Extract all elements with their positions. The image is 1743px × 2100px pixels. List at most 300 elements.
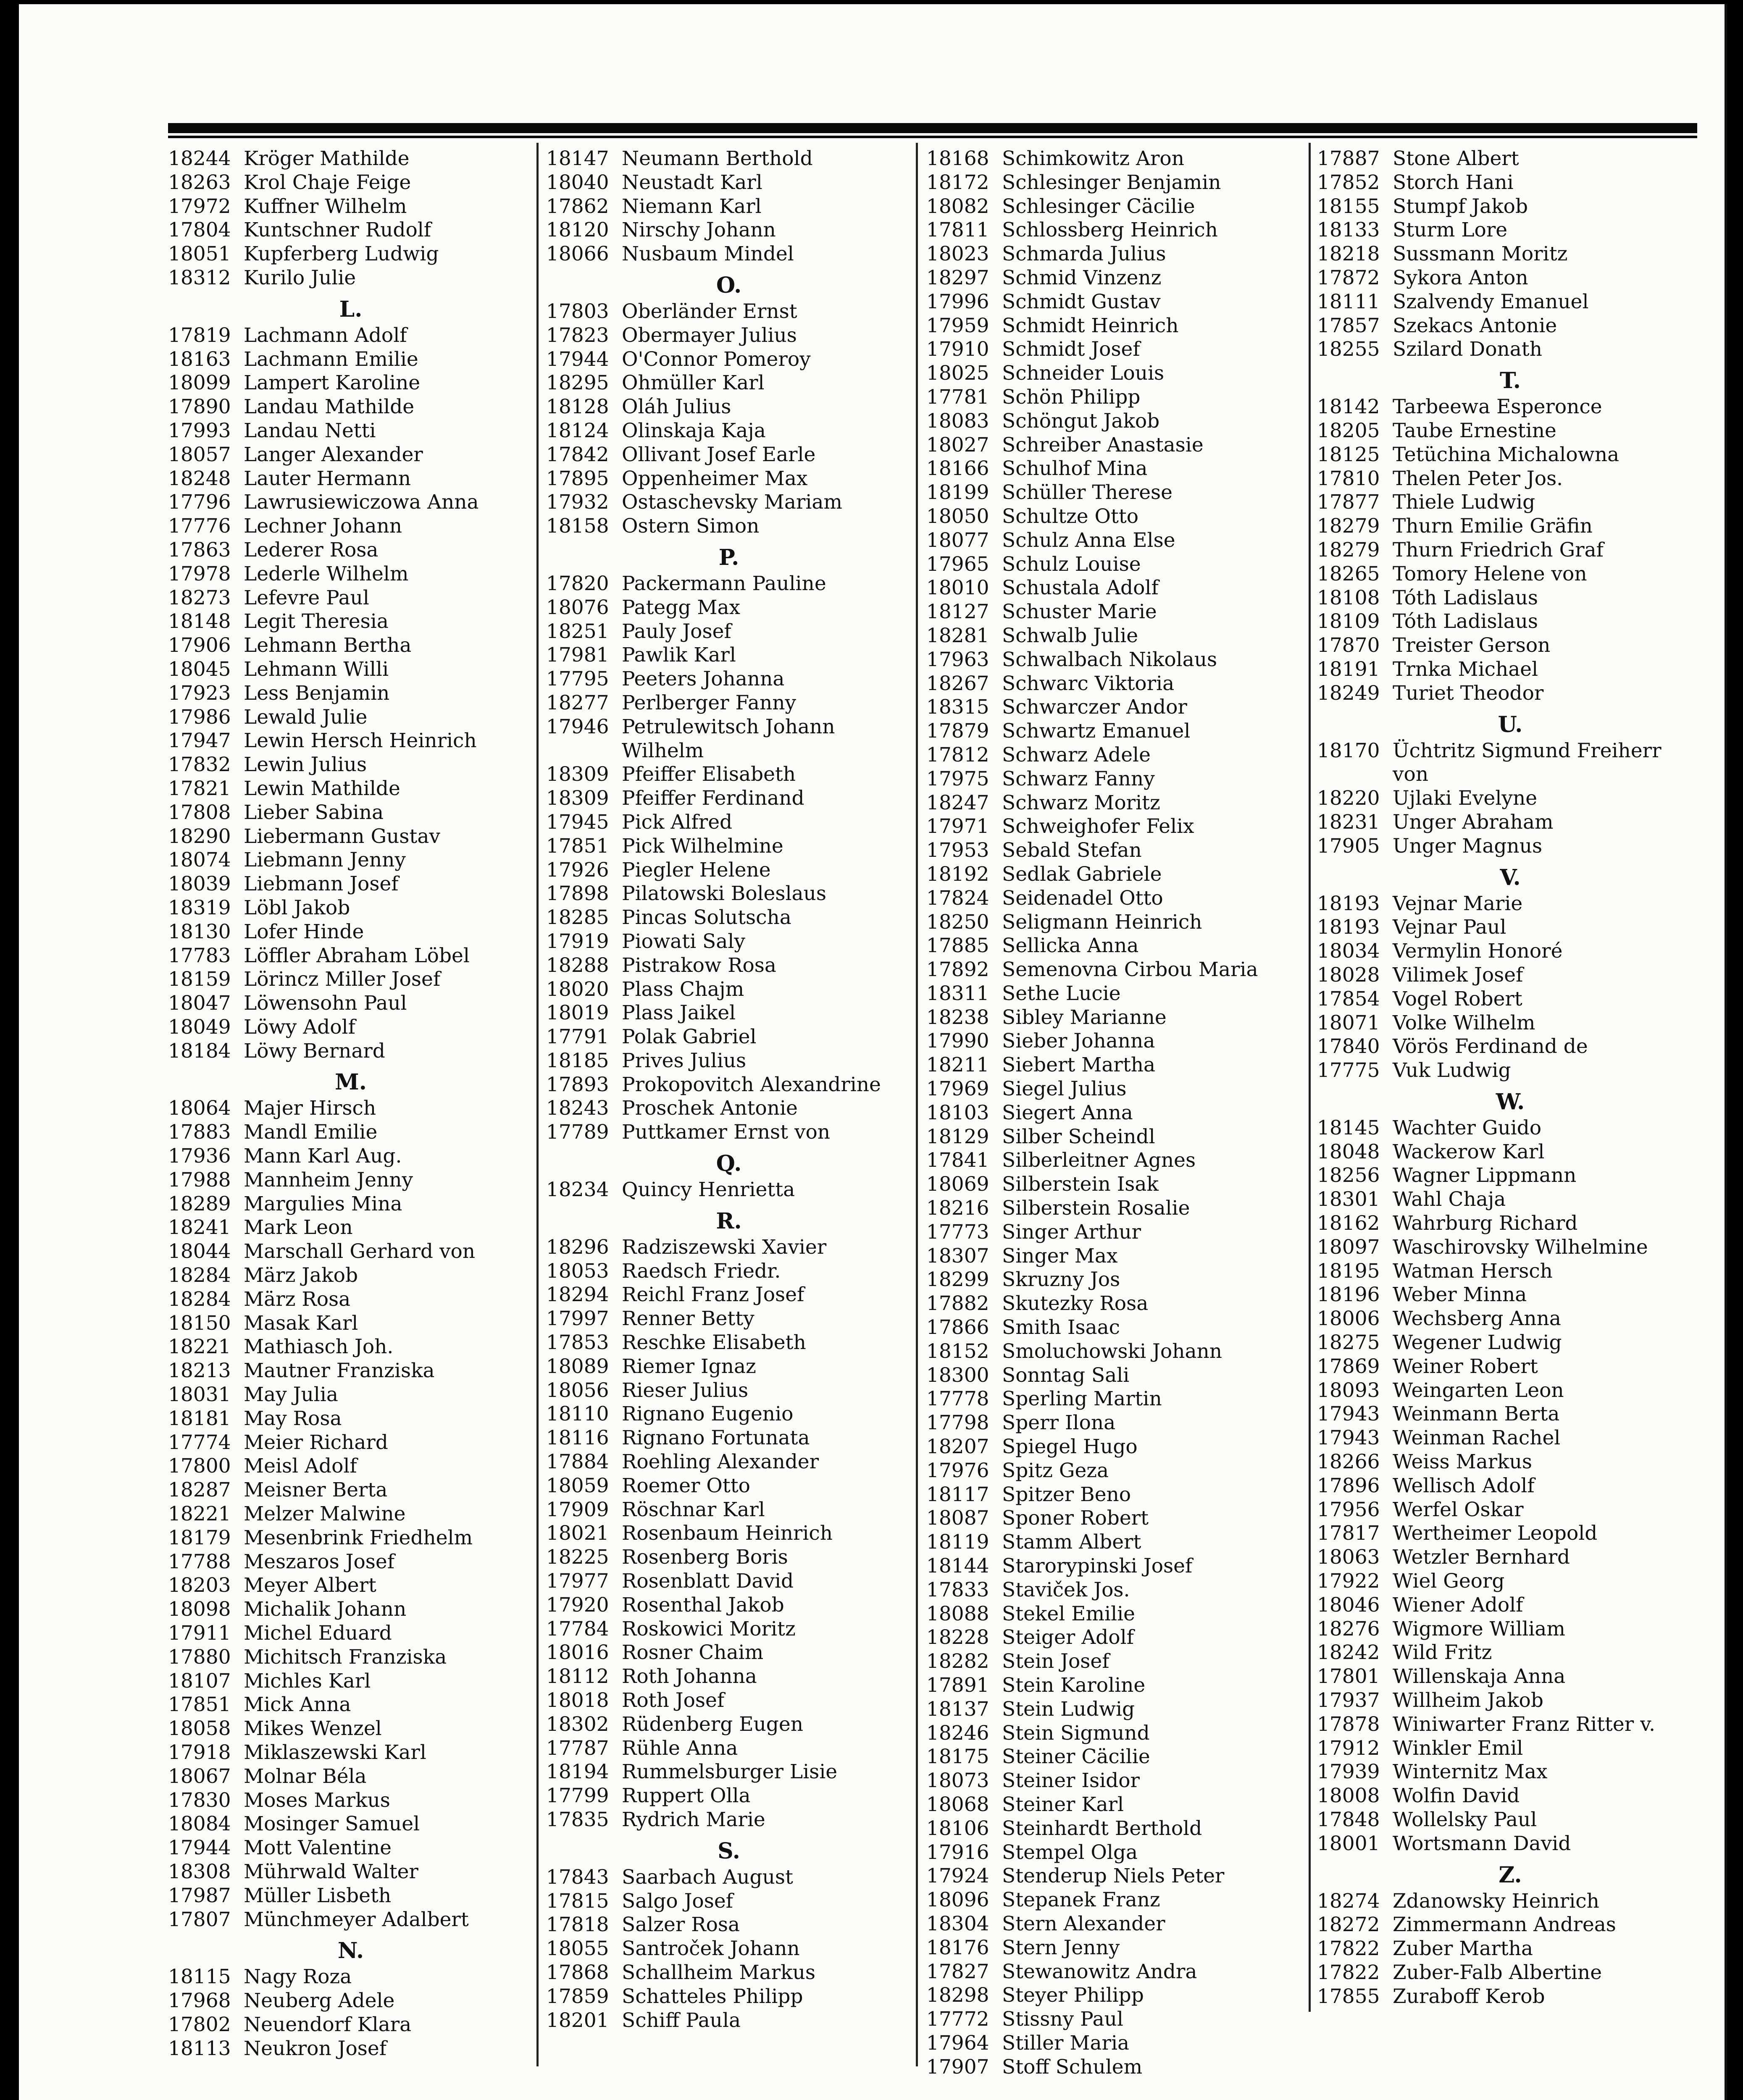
entry-name: Ujlaki Evelyne bbox=[1393, 787, 1538, 810]
column-divider-2 bbox=[916, 143, 918, 2066]
entry-number: 18040 bbox=[546, 171, 609, 194]
entry-number: 18066 bbox=[546, 242, 609, 266]
list-entry bbox=[1317, 586, 1704, 610]
entry-name: Thiele Ludwig bbox=[1393, 491, 1535, 514]
section-letter-heading: Q. bbox=[716, 1151, 742, 1177]
entry-number: 18179 bbox=[168, 1526, 231, 1549]
entry-number: 18312 bbox=[168, 266, 231, 289]
entry-name: Stenderup Niels Peter bbox=[1002, 1864, 1225, 1888]
list-entry bbox=[926, 1077, 1304, 1101]
entry-name: Mick Anna bbox=[244, 1693, 351, 1717]
entry-number: 18127 bbox=[926, 600, 989, 624]
entry-name: Rosenthal Jakob bbox=[622, 1593, 784, 1617]
entry-number: 18073 bbox=[926, 1769, 989, 1793]
entry-number: 18048 bbox=[1317, 1140, 1380, 1163]
list-entry bbox=[926, 338, 1304, 362]
entry-name: Stempel Olga bbox=[1002, 1840, 1138, 1864]
entry-number: 18295 bbox=[546, 371, 609, 395]
entry-name: Treister Gerson bbox=[1393, 634, 1551, 657]
entry-name: Oberländer Ernst bbox=[622, 299, 797, 323]
list-entry bbox=[546, 467, 912, 491]
entry-number: 18194 bbox=[546, 1760, 609, 1784]
entry-number: 18205 bbox=[1317, 419, 1380, 442]
entry-number: 18107 bbox=[168, 1669, 231, 1693]
list-entry bbox=[1317, 1283, 1704, 1307]
entry-number: 17959 bbox=[926, 314, 989, 337]
list-entry bbox=[1317, 634, 1704, 658]
list-entry bbox=[926, 1912, 1304, 1936]
entry-number: 18142 bbox=[1317, 395, 1380, 419]
entry-number: 17842 bbox=[546, 443, 609, 466]
entry-name: Stoff Schulem bbox=[1002, 2055, 1143, 2079]
list-entry bbox=[168, 1717, 534, 1741]
entry-number: 17853 bbox=[546, 1331, 609, 1354]
entry-name: Roth Josef bbox=[622, 1689, 725, 1712]
entry-name: Ohmüller Karl bbox=[622, 371, 765, 395]
column-3 bbox=[926, 147, 1304, 2079]
entry-number: 17775 bbox=[1317, 1059, 1380, 1082]
entry-number: 18077 bbox=[926, 528, 989, 552]
document-page bbox=[19, 4, 1727, 2100]
entry-name: Polak Gabriel bbox=[622, 1025, 757, 1049]
list-entry bbox=[546, 242, 912, 266]
entry-number: 17772 bbox=[926, 2008, 989, 2031]
entry-name: Lewin Hersch Heinrich bbox=[244, 729, 477, 753]
entry-number: 17870 bbox=[1317, 634, 1380, 657]
list-entry bbox=[168, 1836, 534, 1860]
entry-name: Sonntag Sali bbox=[1002, 1363, 1130, 1387]
entry-name: Wild Fritz bbox=[1393, 1641, 1492, 1664]
entry-number: 17993 bbox=[168, 419, 231, 442]
entry-name: Vilimek Josef bbox=[1393, 963, 1523, 987]
entry-name: Margulies Mina bbox=[244, 1192, 402, 1215]
entry-name: Smoluchowski Johann bbox=[1002, 1339, 1222, 1363]
entry-number: 18147 bbox=[546, 147, 609, 170]
entry-number: 17939 bbox=[1317, 1760, 1380, 1784]
list-entry bbox=[168, 872, 534, 896]
list-entry bbox=[546, 1937, 912, 1961]
entry-name: Siebert Martha bbox=[1002, 1053, 1156, 1077]
list-entry bbox=[546, 491, 912, 514]
entry-name: Obermayer Julius bbox=[622, 323, 797, 347]
list-entry bbox=[546, 1593, 912, 1617]
entry-name: Moses Markus bbox=[244, 1788, 390, 1812]
list-entry bbox=[1317, 1474, 1704, 1498]
entry-number: 18299 bbox=[926, 1268, 989, 1292]
list-entry bbox=[546, 1474, 912, 1498]
list-entry bbox=[1317, 940, 1704, 963]
list-entry bbox=[546, 572, 912, 596]
list-entry bbox=[926, 1197, 1304, 1221]
list-entry bbox=[168, 324, 534, 348]
list-entry bbox=[926, 386, 1304, 410]
entry-name: Packermann Pauline bbox=[622, 572, 826, 595]
entry-name: Zuraboff Kerob bbox=[1393, 1984, 1545, 2008]
entry-number: 17859 bbox=[546, 1984, 609, 2008]
entry-number: 18051 bbox=[168, 242, 231, 266]
entry-number: 17923 bbox=[168, 681, 231, 705]
section-letter-heading: W. bbox=[1496, 1089, 1525, 1115]
list-entry bbox=[1317, 1522, 1704, 1546]
entry-name: Schatteles Philipp bbox=[622, 1984, 803, 2008]
entry-name: Stamm Albert bbox=[1002, 1530, 1141, 1554]
list-entry bbox=[168, 1431, 534, 1455]
entry-name: Löwensohn Paul bbox=[244, 992, 407, 1015]
entry-number: 18097 bbox=[1317, 1235, 1380, 1259]
list-entry bbox=[926, 1340, 1304, 1364]
entry-name: Mandl Emilie bbox=[244, 1121, 378, 1144]
list-entry bbox=[926, 624, 1304, 648]
list-entry bbox=[926, 767, 1304, 791]
list-entry bbox=[1317, 1212, 1704, 1236]
entry-name: Piowati Saly bbox=[622, 929, 745, 953]
entry-number: 18016 bbox=[546, 1641, 609, 1664]
entry-name: Saarbach August bbox=[622, 1865, 793, 1889]
list-entry bbox=[546, 1001, 912, 1025]
entry-name: Löffler Abraham Löbel bbox=[244, 944, 470, 967]
entry-name: Liebermann Gustav bbox=[244, 824, 440, 848]
entry-name: Wahl Chaja bbox=[1393, 1188, 1506, 1211]
entry-name: Marschall Gerhard von bbox=[244, 1240, 476, 1263]
entry-name: Legit Theresia bbox=[244, 610, 389, 633]
entry-name: Storch Hani bbox=[1393, 171, 1514, 194]
entry-number: 18287 bbox=[168, 1478, 231, 1502]
entry-number: 18309 bbox=[546, 763, 609, 786]
entry-number: 18137 bbox=[926, 1697, 989, 1721]
entry-name: Proschek Antonie bbox=[622, 1097, 798, 1120]
entry-number: 18057 bbox=[168, 443, 231, 466]
entry-number: 17799 bbox=[546, 1784, 609, 1808]
entry-name: Michles Karl bbox=[244, 1669, 371, 1693]
list-entry bbox=[546, 1689, 912, 1713]
entry-name: Molnar Béla bbox=[244, 1764, 367, 1788]
entry-name: Starorypinski Josef bbox=[1002, 1554, 1193, 1578]
list-entry bbox=[168, 562, 534, 586]
entry-name: Schulz Louise bbox=[1002, 552, 1141, 576]
entry-name: Pincas Solutscha bbox=[622, 906, 791, 929]
entry-name: Lechner Johann bbox=[244, 514, 402, 538]
list-entry bbox=[926, 1984, 1304, 2008]
entry-number: 18301 bbox=[1317, 1188, 1380, 1211]
list-entry bbox=[1317, 1402, 1704, 1426]
list-entry bbox=[926, 218, 1304, 242]
entry-number: 18243 bbox=[546, 1097, 609, 1120]
entry-name: Niemann Karl bbox=[622, 194, 762, 218]
entry-name: Münchmeyer Adalbert bbox=[244, 1908, 469, 1931]
entry-name: Wetzler Bernhard bbox=[1393, 1546, 1570, 1569]
entry-number: 18068 bbox=[926, 1793, 989, 1816]
entry-number: 17774 bbox=[168, 1431, 231, 1454]
entry-number: 18231 bbox=[1317, 810, 1380, 834]
entry-number: 18185 bbox=[546, 1049, 609, 1072]
section-letter-heading: N. bbox=[337, 1938, 364, 1964]
entry-number: 18307 bbox=[926, 1244, 989, 1268]
entry-number: 18192 bbox=[926, 862, 989, 886]
entry-name-continuation: von bbox=[1393, 763, 1429, 786]
entry-number: 18020 bbox=[546, 977, 609, 1001]
list-entry bbox=[168, 371, 534, 395]
list-entry bbox=[926, 1006, 1304, 1030]
entry-number: 18093 bbox=[1317, 1378, 1380, 1402]
list-entry bbox=[168, 1741, 534, 1765]
list-entry bbox=[926, 1793, 1304, 1817]
entry-name: Rydrich Marie bbox=[622, 1808, 765, 1831]
entry-name: Unger Abraham bbox=[1393, 810, 1554, 834]
entry-name: Siegel Julius bbox=[1002, 1077, 1127, 1101]
list-entry bbox=[1317, 491, 1704, 514]
entry-number: 18021 bbox=[546, 1522, 609, 1545]
list-entry bbox=[1317, 443, 1704, 467]
entry-number: 18276 bbox=[1317, 1617, 1380, 1641]
entry-number: 18112 bbox=[546, 1665, 609, 1688]
entry-name: Steinhardt Berthold bbox=[1002, 1816, 1202, 1840]
list-entry bbox=[1317, 987, 1704, 1011]
entry-name: Salzer Rosa bbox=[622, 1913, 740, 1937]
entry-number: 18213 bbox=[168, 1359, 231, 1383]
entry-name: Weingarten Leon bbox=[1393, 1378, 1564, 1402]
entry-number: 17795 bbox=[546, 667, 609, 691]
entry-number: 18148 bbox=[168, 610, 231, 633]
entry-number: 18170 bbox=[1317, 739, 1380, 762]
list-entry bbox=[546, 1097, 912, 1121]
list-entry bbox=[1317, 610, 1704, 634]
list-entry bbox=[926, 1602, 1304, 1626]
entry-name: Wagner Lippmann bbox=[1393, 1164, 1577, 1187]
entry-number: 17975 bbox=[926, 767, 989, 790]
entry-number: 18109 bbox=[1317, 610, 1380, 633]
entry-number: 18285 bbox=[546, 906, 609, 929]
section-letter-heading: M. bbox=[335, 1069, 367, 1095]
entry-number: 18120 bbox=[546, 218, 609, 242]
list-entry bbox=[546, 1737, 912, 1761]
entry-number: 18241 bbox=[168, 1216, 231, 1239]
entry-name: Pategg Max bbox=[622, 596, 740, 619]
list-entry bbox=[168, 729, 534, 753]
entry-name: Neumann Berthold bbox=[622, 147, 813, 170]
list-entry bbox=[168, 753, 534, 777]
entry-number: 18272 bbox=[1317, 1913, 1380, 1937]
list-entry bbox=[926, 815, 1304, 839]
entry-number: 18162 bbox=[1317, 1212, 1380, 1235]
entry-name: Weber Minna bbox=[1393, 1283, 1527, 1307]
entry-name: Stein Karoline bbox=[1002, 1674, 1146, 1697]
entry-name: Vejnar Marie bbox=[1393, 892, 1523, 915]
entry-name: Pick Wilhelmine bbox=[622, 834, 783, 858]
list-entry bbox=[546, 1890, 912, 1914]
entry-number: 17791 bbox=[546, 1025, 609, 1049]
entry-name: Stern Alexander bbox=[1002, 1912, 1165, 1935]
entry-name: Trnka Michael bbox=[1393, 657, 1538, 681]
entry-name: Mikes Wenzel bbox=[244, 1717, 382, 1740]
entry-name: Lörincz Miller Josef bbox=[244, 968, 441, 991]
entry-number: 18216 bbox=[926, 1197, 989, 1220]
entry-name: Tomory Helene von bbox=[1393, 562, 1587, 585]
entry-name: Roskowici Moritz bbox=[622, 1617, 796, 1641]
entry-number: 18288 bbox=[546, 953, 609, 977]
entry-name: Rosenblatt David bbox=[622, 1570, 794, 1593]
list-entry bbox=[546, 858, 912, 882]
entry-name: Lampert Karoline bbox=[244, 371, 421, 395]
entry-number: 18319 bbox=[168, 896, 231, 919]
entry-number: 18117 bbox=[926, 1483, 989, 1506]
list-entry bbox=[1317, 1832, 1704, 1856]
list-entry bbox=[168, 1121, 534, 1144]
list-entry bbox=[546, 1866, 912, 1890]
entry-name: Quincy Henrietta bbox=[622, 1178, 795, 1202]
list-entry bbox=[1317, 1011, 1704, 1035]
entry-number: 17926 bbox=[546, 858, 609, 882]
entry-number: 17988 bbox=[168, 1168, 231, 1192]
entry-number: 17851 bbox=[546, 834, 609, 858]
entry-name: Thurn Friedrich Graf bbox=[1393, 538, 1604, 562]
entry-number: 18201 bbox=[546, 2008, 609, 2032]
entry-name: Puttkamer Ernst von bbox=[622, 1121, 831, 1144]
entry-name: Schweighofer Felix bbox=[1002, 815, 1194, 838]
entry-name: Neukron Josef bbox=[244, 2037, 387, 2060]
list-entry bbox=[926, 719, 1304, 743]
entry-name: Roehling Alexander bbox=[622, 1450, 819, 1474]
entry-number: 18087 bbox=[926, 1507, 989, 1530]
entry-name: Stein Ludwig bbox=[1002, 1697, 1135, 1721]
entry-name: Spiegel Hugo bbox=[1002, 1435, 1138, 1459]
entry-number: 17947 bbox=[168, 729, 231, 753]
entry-number: 18220 bbox=[1317, 787, 1380, 810]
list-entry bbox=[546, 1260, 912, 1284]
entry-number: 18244 bbox=[168, 147, 231, 170]
list-entry bbox=[926, 1722, 1304, 1746]
entry-number: 18308 bbox=[168, 1860, 231, 1883]
entry-number: 17818 bbox=[546, 1913, 609, 1937]
list-entry bbox=[1317, 1498, 1704, 1522]
entry-number: 17807 bbox=[168, 1908, 231, 1931]
list-entry bbox=[926, 576, 1304, 600]
list-entry bbox=[926, 1507, 1304, 1530]
entry-name: Silberstein Rosalie bbox=[1002, 1197, 1190, 1220]
list-entry bbox=[546, 643, 912, 667]
list-entry bbox=[546, 596, 912, 620]
entry-name: Raedsch Friedr. bbox=[622, 1259, 781, 1283]
entry-name: Olinskaja Kaja bbox=[622, 419, 766, 442]
entry-name: Sponer Robert bbox=[1002, 1507, 1149, 1530]
list-entry bbox=[926, 839, 1304, 863]
entry-number: 18168 bbox=[926, 147, 989, 170]
entry-name: Üchtritz Sigmund Freiherr bbox=[1393, 739, 1662, 762]
entry-name: Ostern Simon bbox=[622, 514, 760, 538]
entry-number: 18113 bbox=[168, 2037, 231, 2060]
entry-name: Meyer Albert bbox=[244, 1574, 376, 1597]
column-divider-1 bbox=[536, 143, 539, 2066]
list-entry bbox=[168, 1264, 534, 1288]
list-entry bbox=[168, 1359, 534, 1383]
entry-number: 17835 bbox=[546, 1808, 609, 1831]
entry-name: Zuber Martha bbox=[1393, 1937, 1533, 1961]
list-entry bbox=[546, 835, 912, 858]
list-entry bbox=[1317, 514, 1704, 538]
list-entry bbox=[926, 1292, 1304, 1316]
entry-number: 18074 bbox=[168, 848, 231, 872]
entry-number: 17910 bbox=[926, 338, 989, 361]
entry-number: 18082 bbox=[926, 194, 989, 218]
list-entry bbox=[926, 362, 1304, 386]
list-entry bbox=[1317, 682, 1704, 706]
entry-number: 17802 bbox=[168, 2013, 231, 2036]
list-entry bbox=[926, 1364, 1304, 1388]
entry-name: Langer Alexander bbox=[244, 443, 423, 466]
entry-name: Singer Max bbox=[1002, 1244, 1118, 1268]
list-entry bbox=[1317, 1426, 1704, 1450]
list-entry bbox=[168, 1574, 534, 1598]
entry-number: 18119 bbox=[926, 1530, 989, 1554]
entry-name: Piegler Helene bbox=[622, 858, 771, 882]
entry-name: Lachmann Adolf bbox=[244, 323, 407, 347]
entry-number: 18256 bbox=[1317, 1164, 1380, 1187]
entry-name: Reschke Elisabeth bbox=[622, 1331, 806, 1354]
entry-name: Lehmann Bertha bbox=[244, 634, 412, 657]
section-letter-heading: S. bbox=[718, 1838, 740, 1864]
entry-name: Staviček Jos. bbox=[1002, 1578, 1130, 1601]
entry-name: Schimkowitz Aron bbox=[1002, 147, 1184, 170]
entry-name: Wegener Ludwig bbox=[1393, 1331, 1562, 1354]
entry-number: 17843 bbox=[546, 1865, 609, 1889]
entry-name: Pawlik Karl bbox=[622, 643, 736, 667]
entry-number: 17798 bbox=[926, 1411, 989, 1435]
entry-number: 17990 bbox=[926, 1029, 989, 1053]
list-entry bbox=[926, 934, 1304, 958]
list-entry bbox=[546, 763, 912, 787]
list-entry bbox=[926, 481, 1304, 505]
entry-number: 18028 bbox=[1317, 963, 1380, 987]
list-entry bbox=[168, 1860, 534, 1884]
list-entry bbox=[1317, 1937, 1704, 1961]
list-entry bbox=[1317, 916, 1704, 940]
entry-name: Lewin Mathilde bbox=[244, 777, 400, 800]
entry-name: Rummelsburger Lisie bbox=[622, 1760, 838, 1784]
entry-number: 18275 bbox=[1317, 1331, 1380, 1354]
entry-number: 17972 bbox=[168, 194, 231, 218]
entry-name: Tóth Ladislaus bbox=[1393, 610, 1538, 633]
list-entry bbox=[926, 2055, 1304, 2079]
entry-name: Schuster Marie bbox=[1002, 600, 1157, 624]
entry-number: 17830 bbox=[168, 1788, 231, 1812]
entry-number: 18246 bbox=[926, 1721, 989, 1745]
list-entry bbox=[168, 419, 534, 443]
entry-name: Rieser Julius bbox=[622, 1378, 749, 1402]
entry-name: Melzer Malwine bbox=[244, 1502, 406, 1526]
entry-number: 17893 bbox=[546, 1073, 609, 1096]
entry-number: 18193 bbox=[1317, 892, 1380, 915]
list-entry bbox=[168, 514, 534, 538]
list-entry bbox=[546, 1236, 912, 1260]
entry-number: 18045 bbox=[168, 657, 231, 681]
list-entry bbox=[168, 2037, 534, 2061]
list-entry bbox=[546, 1307, 912, 1331]
entry-number: 18284 bbox=[168, 1264, 231, 1287]
top-rule-thin bbox=[168, 136, 1697, 138]
entry-name: Löbl Jakob bbox=[244, 896, 350, 919]
list-entry bbox=[168, 395, 534, 419]
list-entry bbox=[926, 1864, 1304, 1888]
entry-name: Lofer Hinde bbox=[244, 920, 364, 943]
entry-name: Plass Chajm bbox=[622, 977, 744, 1001]
entry-name: Weinmann Berta bbox=[1393, 1402, 1560, 1426]
entry-name: Michitsch Franziska bbox=[244, 1645, 447, 1669]
entry-number: 18106 bbox=[926, 1816, 989, 1840]
entry-name: Wahrburg Richard bbox=[1393, 1212, 1578, 1235]
entry-name: Michel Eduard bbox=[244, 1622, 392, 1645]
list-entry bbox=[1317, 218, 1704, 242]
entry-name: Wachter Guido bbox=[1393, 1116, 1542, 1139]
entry-name: Mann Karl Aug. bbox=[244, 1144, 402, 1168]
